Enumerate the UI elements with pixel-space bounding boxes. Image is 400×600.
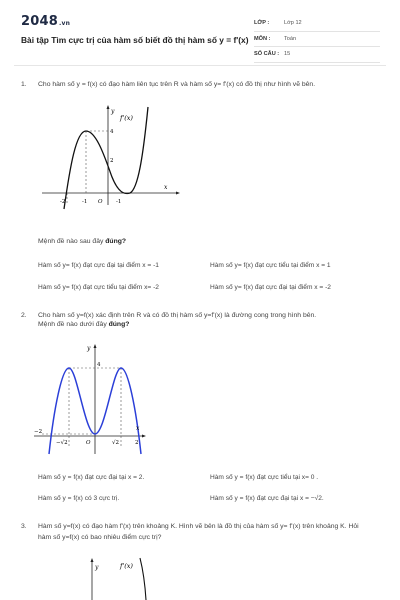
y-axis-label: y (95, 564, 99, 571)
meta-key: SỐ CÂU : (254, 51, 280, 58)
origin-label: O (86, 440, 91, 446)
y-tick-label: 4 (110, 129, 114, 135)
x-tick-label: −√2 (56, 440, 68, 446)
y-tick-label: 2 (110, 158, 114, 164)
question-2-prompt (38, 321, 129, 328)
question-1-text: Cho hàm số y = f(x) có đạo hàm liên tục trên R và hàm số y= f'(x) có đồ thị như hình vẽ bên. (38, 81, 316, 88)
y-axis-arrow (107, 105, 110, 109)
x-tick-label: -1 (116, 199, 122, 205)
prompt-bold: đúng? (108, 321, 130, 328)
y-axis-arrow (91, 558, 94, 562)
x-tick-label: 2 (135, 440, 139, 446)
meta-value: Lớp 12 (284, 20, 302, 27)
meta-row-grade (254, 16, 380, 32)
prompt-text: Mệnh đề nào dưới đây (38, 321, 109, 328)
x-axis-arrow (142, 435, 146, 438)
page-title: Bài tập Tìm cực trị của hàm số biết đồ thị hàm số y = f'(x) (21, 35, 249, 45)
meta-row-subject (254, 32, 380, 48)
q1-option-d[interactable]: Hàm số y= f(x) đạt cực đại tại điểm x = -2 (210, 284, 331, 291)
logo-suffix: .vn (58, 20, 71, 27)
question-2-text: Cho hàm số y=f(x) xác định trên R và có đồ thị hàm số y=f'(x) là đường cong trong hình bên. (38, 312, 317, 319)
q1-option-c[interactable]: Hàm số y= f(x) đạt cực tiểu tại điểm x= -2 (38, 284, 159, 291)
y-axis-arrow (94, 344, 97, 348)
site-logo[interactable] (21, 14, 70, 29)
derivative-curve (140, 558, 146, 600)
x-tick-label: -1 (82, 199, 88, 205)
x-axis-label: x (164, 184, 168, 191)
meta-table (254, 16, 380, 63)
meta-key: MÔN : (254, 35, 271, 42)
y-axis-label: y (111, 108, 115, 115)
q1-option-b[interactable]: Hàm số y= f(x) đạt cực tiểu tại điểm x = 1 (210, 262, 331, 269)
question-1-prompt (38, 238, 126, 245)
header-divider (14, 65, 386, 66)
derivative-curve (64, 107, 148, 209)
y-tick-label: 4 (97, 362, 101, 368)
prompt-bold: đúng? (105, 238, 127, 245)
meta-value: Toán (284, 35, 297, 42)
question-2-graph (32, 338, 152, 456)
q2-option-c[interactable]: Hàm số y = f(x) có 3 cực trị. (38, 495, 120, 502)
question-1-number: 1. (21, 81, 27, 88)
y-tick-label: −2 (34, 429, 43, 435)
question-3-text: Hàm số y=f(x) có đạo hàm f'(x) trên khoảng K. Hình vẽ bên là đồ thị của hàm số y= f'(x) trên khoảng K. Hỏi hàm số y=f(x) có bao nhiêu điểm cực trị? (38, 523, 359, 541)
x-axis-arrow (176, 192, 180, 195)
origin-label: O (98, 199, 103, 205)
question-2-number: 2. (21, 312, 27, 319)
logo-text: 2048 (21, 14, 58, 29)
x-tick-label: -2 (60, 199, 66, 205)
q2-option-d[interactable]: Hàm số y = f(x) đạt cực đại tại x = −√2. (210, 495, 324, 502)
meta-key: LỚP : (254, 20, 270, 27)
question-3-number: 3. (21, 523, 27, 530)
curve-label: f'(x) (120, 114, 133, 122)
q2-option-a[interactable]: Hàm số y = f(x) đạt cực đại tại x = 2. (38, 474, 145, 481)
q2-option-b[interactable]: Hàm số y = f(x) đạt cực tiểu tại x= 0 . (210, 474, 319, 481)
question-3-graph (80, 556, 160, 600)
meta-value: 15 (284, 51, 291, 58)
curve-label: f'(x) (120, 562, 133, 570)
x-axis-label: x (136, 425, 140, 432)
y-axis-label: y (87, 345, 91, 352)
meta-row-count (254, 47, 380, 63)
q1-option-a[interactable]: Hàm số y= f(x) đạt cực đại tại điểm x = -1 (38, 262, 159, 269)
x-tick-label: √2 (112, 440, 120, 446)
prompt-text: Mệnh đề nào sau đây (38, 238, 106, 245)
question-1-graph (40, 97, 182, 211)
